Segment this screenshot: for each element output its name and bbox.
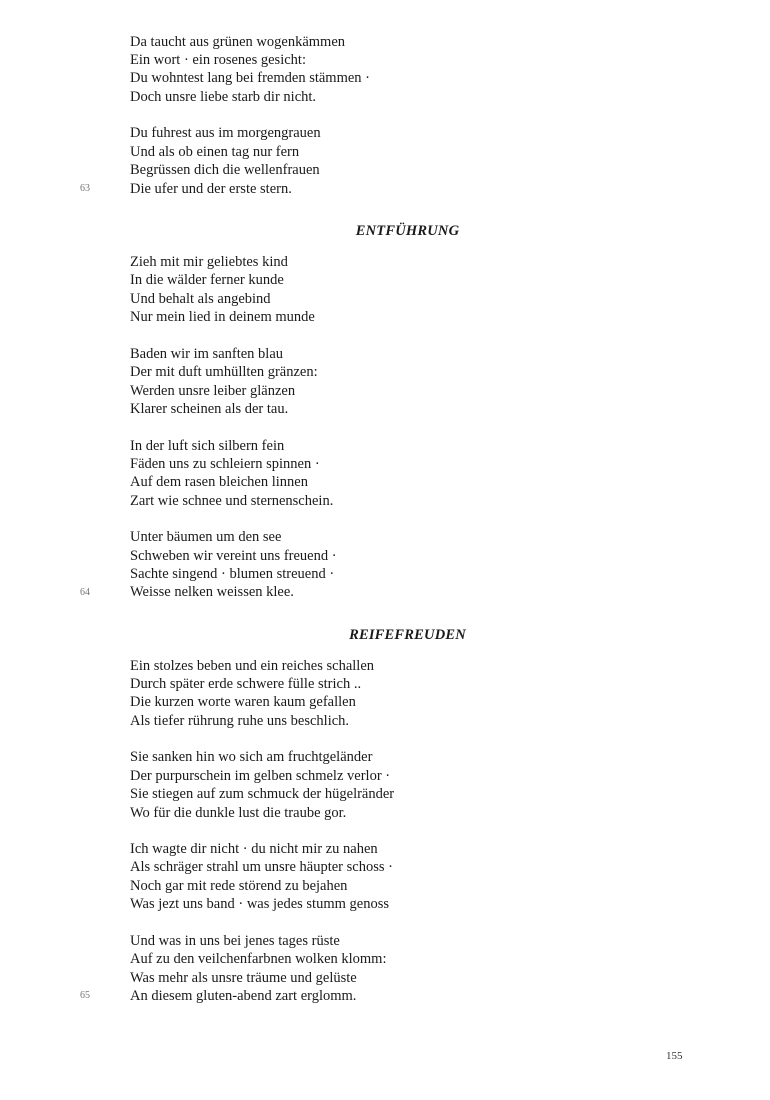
verse-line: Zart wie schnee und sternenschein.: [130, 493, 334, 509]
verse-line: Was jezt uns band · was jedes stumm genoss: [130, 896, 389, 912]
verse-line: Baden wir im sanften blau: [130, 346, 284, 362]
verse-line: Der purpurschein im gelben schmelz verlor ·: [130, 768, 391, 784]
verse-line: An diesem gluten-abend zart erglomm.: [130, 988, 357, 1004]
poem-title: REIFEFREUDEN: [349, 627, 466, 643]
verse-line: Du wohntest lang bei fremden stämmen ·: [130, 70, 370, 86]
verse-line: Die kurzen worte waren kaum gefallen: [130, 694, 356, 710]
verse-line: Sie sanken hin wo sich am fruchtgeländer: [130, 749, 373, 765]
verse-line: Auf dem rasen bleichen linnen: [130, 474, 308, 490]
verse-line: In die wälder ferner kunde: [130, 272, 284, 288]
verse-line: Werden unsre leiber glänzen: [130, 383, 296, 399]
verse-line: Durch später erde schwere fülle strich ..: [130, 676, 362, 692]
verse-line: Und als ob einen tag nur fern: [130, 144, 300, 160]
verse-line: Klarer scheinen als der tau.: [130, 401, 289, 417]
poem-title: ENTFÜHRUNG: [355, 223, 460, 239]
verse-line: Du fuhrest aus im morgengrauen: [130, 125, 321, 141]
verse-line: Was mehr als unsre träume und gelüste: [130, 970, 357, 986]
verse-line: Fäden uns zu schleiern spinnen ·: [130, 456, 320, 472]
verse-line: Schweben wir vereint uns freuend ·: [130, 548, 337, 564]
verse-line: Ich wagte dir nicht · du nicht mir zu nahen: [130, 841, 378, 857]
verse-line: Die ufer und der erste stern.: [130, 181, 292, 197]
verse-line: Noch gar mit rede störend zu bejahen: [130, 878, 348, 894]
verse-line: Doch unsre liebe starb dir nicht.: [130, 89, 317, 105]
verse-line: Der mit duft umhüllten gränzen:: [130, 364, 318, 380]
verse-line: Ein stolzes beben und ein reiches schallen: [130, 658, 375, 674]
verse-line: Als schräger strahl um unsre häupter schoss ·: [130, 859, 393, 875]
verse-line: Wo für die dunkle lust die traube gor.: [130, 805, 347, 821]
verse-line: Auf zu den veilchenfarbnen wolken klomm:: [130, 951, 387, 967]
margin-number: 63: [80, 183, 90, 194]
verse-line: Unter bäumen um den see: [130, 529, 282, 545]
verse-line: Begrüssen dich die wellenfrauen: [130, 162, 320, 178]
page-number: 155: [666, 1050, 683, 1062]
verse-line: Als tiefer rührung ruhe uns beschlich.: [130, 713, 350, 729]
verse-line: Sachte singend · blumen streuend ·: [130, 566, 335, 582]
margin-number: 64: [80, 587, 90, 598]
verse-line: Nur mein lied in deinem munde: [130, 309, 315, 325]
verse-line: Sie stiegen auf zum schmuck der hügelränder: [130, 786, 395, 802]
verse-line: Ein wort · ein rosenes gesicht:: [130, 52, 306, 68]
verse-line: In der luft sich silbern fein: [130, 438, 285, 454]
verse-line: Da taucht aus grünen wogenkämmen: [130, 34, 346, 50]
margin-number: 65: [80, 990, 90, 1001]
verse-line: Und behalt als angebind: [130, 291, 271, 307]
verse-line: Weisse nelken weissen klee.: [130, 584, 294, 600]
verse-line: Zieh mit mir geliebtes kind: [130, 254, 288, 270]
verse-line: Und was in uns bei jenes tages rüste: [130, 933, 340, 949]
